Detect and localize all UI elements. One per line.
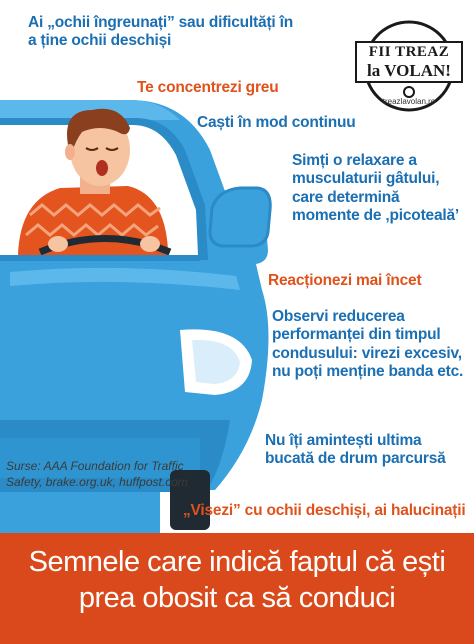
sign-concentration: Te concentrezi greu	[137, 79, 279, 96]
side-mirror	[210, 188, 270, 246]
sign-memory: Nu îți amintești ultima bucată de drum parcursă	[265, 432, 446, 468]
sign-daydreaming: „Visezi” cu ochii deschiși, ai halucinații	[183, 502, 466, 519]
banner-title: Semnele care indică faptul că ești prea obosit ca să conduci	[28, 546, 446, 614]
logo-url: treazlavolan.ro	[382, 97, 436, 106]
hand-right	[140, 236, 160, 252]
driver-ear	[65, 144, 75, 160]
logo-line-2: la VOLAN!	[367, 61, 451, 80]
sign-slow-reaction: Reacționezi mai încet	[268, 272, 422, 289]
sign-heavy-eyes: Ai „ochii îngreunați” sau dificultăți în a ține ochii deschiși	[28, 14, 293, 50]
sign-yawning: Caști în mod continuu	[197, 114, 356, 131]
sources-credit: Surse: AAA Foundation for Traffic Safety, brake.org.uk, huffpost.com	[6, 459, 188, 489]
logo-line-1: FII TREAZ	[368, 44, 450, 60]
hand-left	[48, 236, 68, 252]
logo	[352, 18, 466, 118]
dashboard	[0, 255, 200, 261]
sign-neck-relaxation: Simți o relaxare a musculaturii gâtului, care determină momente de ‚picoteală’	[292, 152, 460, 224]
sign-performance: Observi reducerea performanței din timpul condusului: virezi excesiv, nu poți menține banda etc.	[272, 308, 464, 380]
yawning-mouth	[96, 160, 108, 176]
